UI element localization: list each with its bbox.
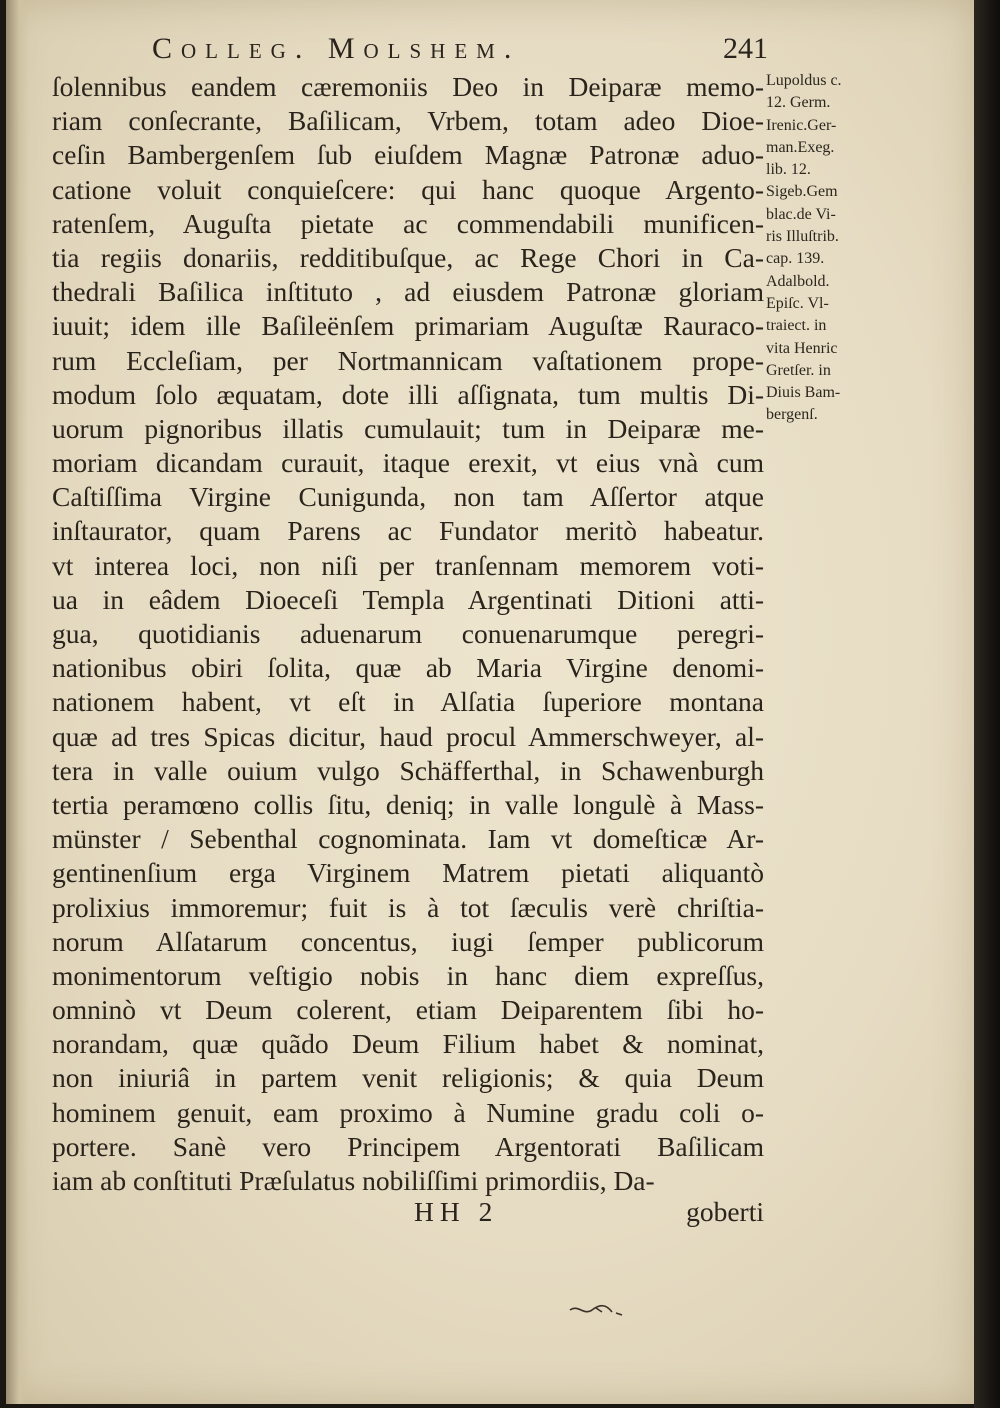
dark-page-edge: [974, 0, 1000, 1408]
text-line: tia regiis donariis, redditibuſque, ac Rege Chori in Ca-: [52, 241, 764, 273]
margin-note-line: 12. Germ.: [766, 94, 831, 112]
margin-note-line: Sigeb.Gem: [766, 183, 838, 201]
text-line: iam ab conſtituti Præſulatus nobiliſſimi primordiis, Da-: [52, 1165, 655, 1196]
margin-note-line: Lupoldus c.: [766, 72, 842, 89]
page-footer: [52, 1196, 764, 1232]
text-line: vt interea loci, non niſi per tranſennam memorem voti-: [52, 549, 764, 581]
text-line: ua in eâdem Dioeceſi Templa Argentinati Ditioni atti-: [52, 583, 764, 615]
margin-note-line: bergenſ.: [766, 406, 818, 424]
text-line: quæ ad tres Spicas dicitur, haud procul Ammerschweyer, al-: [52, 720, 764, 752]
margin-note-line: ris Illuſtrib.: [766, 228, 839, 246]
text-line: moriam dicandam curauit, itaque erexit, vt eius vnà cum: [52, 447, 764, 479]
catchword: goberti: [686, 1196, 764, 1227]
text-line: non iniuriâ in partem venit religionis; & quia Deum: [52, 1062, 764, 1094]
text-line: gentinenſium erga Virginem Matrem pietati aliquantò: [52, 857, 764, 889]
margin-note-line: Diuis Bam-: [766, 384, 841, 402]
text-line: nationibus obiri ſolita, quæ ab Maria Virgine denomi-: [52, 652, 764, 684]
text-line: norum Alſatarum concentus, iugi ſemper publicorum: [52, 925, 764, 957]
text-line: hominem genuit, eam proximo à Numine gradu coli o-: [52, 1096, 764, 1128]
text-line: monimentorum veſtigio nobis in hanc diem expreſſus,: [52, 959, 764, 991]
running-head: Colleg. Molshem.: [152, 32, 521, 65]
text-line: tera in valle ouium vulgo Schäfferthal, in Schawenburgh: [52, 754, 764, 786]
text-line: ſolennibus eandem cæremoniis Deo in Deiparæ memo-: [52, 71, 764, 102]
text-line: nationem habent, vt eſt in Alſatia ſuperiore montana: [52, 686, 764, 718]
text-line: inſtaurator, quam Parens ac Fundator meritò habeatur.: [52, 515, 764, 547]
text-line: norandam, quæ quãdo Deum Filium habet & nominat,: [52, 1028, 764, 1060]
margin-note-line: man.Exeg.: [766, 138, 835, 156]
text-line: münster / Sebenthal cognominata. Iam vt domeſticæ Ar-: [52, 823, 764, 855]
printer-flourish-ornament: [566, 1300, 626, 1320]
text-line: modum ſolo æquatam, dote illi aſſignata, tum multis Di-: [52, 378, 764, 410]
book-page: [6, 0, 974, 1404]
signature-mark: HH 2: [414, 1196, 499, 1227]
margin-note-line: cap. 139.: [766, 250, 825, 268]
text-line: rum Eccleſiam, per Nortmannicam vaſtationem prope-: [52, 344, 764, 376]
margin-note-line: Adalbold.: [766, 272, 830, 290]
margin-note-line: vita Henric: [766, 339, 838, 357]
text-line: portere. Sanè vero Principem Argentorati Baſilicam: [52, 1130, 764, 1162]
page-number: 241: [723, 32, 768, 65]
margin-note-line: blac.de Vi-: [766, 205, 836, 223]
page-gutter: [6, 0, 28, 1404]
margin-note-line: traiect. in: [766, 317, 827, 335]
margin-note-line: Gretſer. in: [766, 361, 831, 379]
text-line: omninò vt Deum colerent, etiam Deiparentem ſibi ho-: [52, 994, 764, 1026]
text-line: prolixius immoremur; fuit is à tot ſæculis verè chriſtia-: [52, 891, 764, 923]
text-line: catione voluit conquieſcere: qui hanc quoque Argento-: [52, 173, 764, 205]
text-line: thedrali Baſilica inſtituto , ad eiusdem Patronæ gloriam: [52, 276, 764, 308]
text-line: uorum pignoribus illatis cumulauit; tum in Deiparæ me-: [52, 412, 764, 444]
text-line: riam conſecrante, Baſilicam, Vrbem, totam adeo Dioe-: [52, 105, 764, 137]
margin-note-line: Irenic.Ger-: [766, 116, 837, 134]
margin-notes: [766, 70, 876, 427]
margin-note-line: Epiſc. Vl-: [766, 294, 829, 312]
page-header: [152, 32, 768, 72]
text-line: ratenſem, Auguſta pietate ac commendabili munificen-: [52, 207, 764, 239]
text-line: tertia peramœno collis ſitu, deniq; in valle longulè à Mass-: [52, 788, 764, 820]
main-text: [52, 70, 764, 1198]
margin-note-line: lib. 12.: [766, 161, 811, 179]
text-line: ceſin Bambergenſem ſub eiuſdem Magnæ Patronæ aduo-: [52, 139, 764, 171]
text-line: gua, quotidianis aduenarum conuenarumque peregri-: [52, 618, 764, 649]
text-line: iuuit; idem ille Baſileënſem primariam Auguſtæ Rauraco-: [52, 310, 764, 342]
text-line: Caſtiſſima Virgine Cunigunda, non tam Aſſertor atque: [52, 481, 764, 513]
